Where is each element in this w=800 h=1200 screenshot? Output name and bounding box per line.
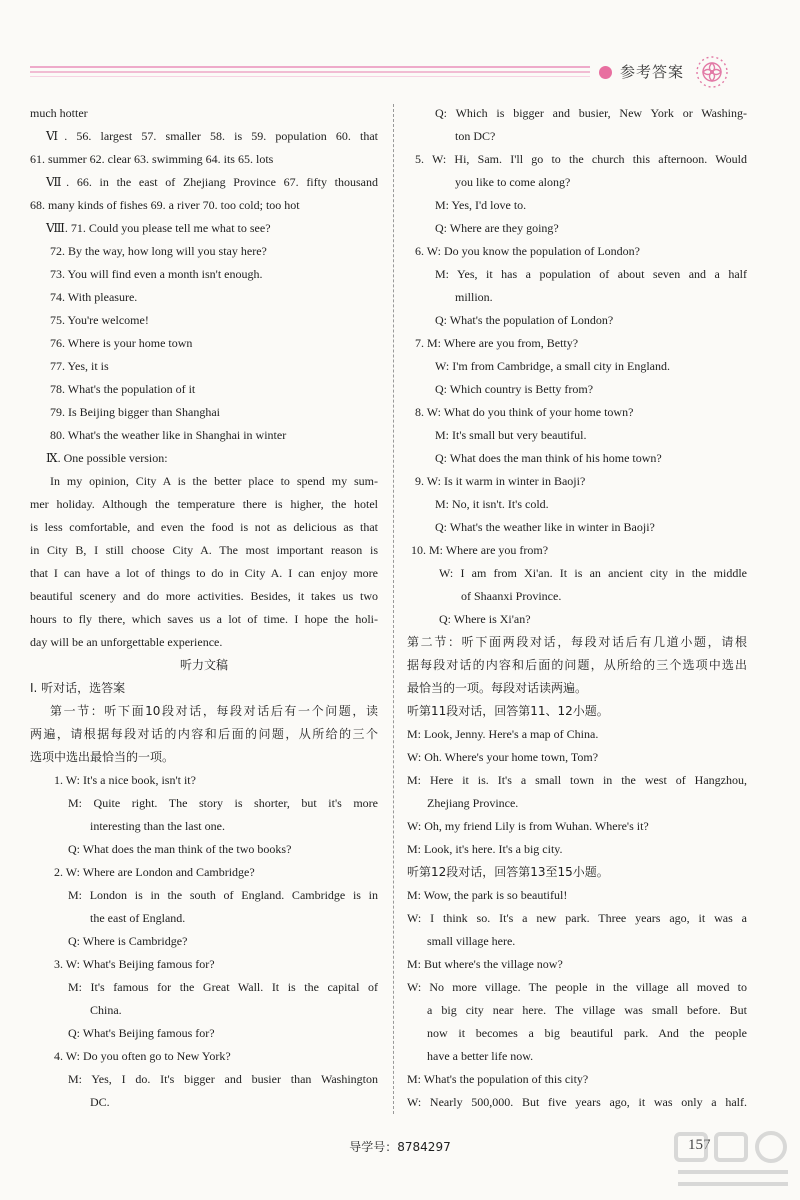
text-line: M: What's the population of this city? xyxy=(407,1072,589,1086)
text-line: Q: Which is bigger and busier, New York or Washing- xyxy=(435,106,747,120)
text-line: M: But where's the village now? xyxy=(407,957,563,971)
text-line: 最恰当的一项。每段对话读两遍。 xyxy=(407,681,588,695)
text-line: 7. M: Where are you from, Betty? xyxy=(415,336,579,350)
header-rule xyxy=(30,66,590,68)
text-line: Ⅶ. 66. in the east of Zhejiang Province 67. fifty thousand xyxy=(46,175,378,189)
text-line: 68. many kinds of fishes 69. a river 70. too cold; too hot xyxy=(30,198,300,212)
text-line: M: Yes, it has a population of about seven and a half xyxy=(435,267,747,281)
text-line: much hotter xyxy=(30,106,88,120)
text-line: 76. Where is your home town xyxy=(50,336,193,350)
text-line: M: Yes, I'd love to. xyxy=(435,198,527,212)
text-line: 78. What's the population of it xyxy=(50,382,196,396)
text-line: China. xyxy=(90,1003,122,1017)
text-line: M: No, it isn't. It's cold. xyxy=(435,497,549,511)
text-line: 61. summer 62. clear 63. swimming 64. its 65. lots xyxy=(30,152,274,166)
text-line: M: It's small but very beautiful. xyxy=(435,428,587,442)
text-line: Ⅰ. 听对话，选答案 xyxy=(30,681,126,695)
text-line: Q: What does the man think of his home town? xyxy=(435,451,662,465)
text-line: Q: What's Beijing famous for? xyxy=(68,1026,215,1040)
text-line: M: Yes, I do. It's bigger and busier than Washington xyxy=(68,1072,378,1086)
text-line: Q: Where is Cambridge? xyxy=(68,934,188,948)
text-line: 据每段对话的内容和后面的问题，从所给的三个选项中选出 xyxy=(407,658,747,672)
text-line: M: Look, Jenny. Here's a map of China. xyxy=(407,727,599,741)
left-column xyxy=(30,102,378,1114)
header-rule xyxy=(30,76,590,77)
text-line: 5. W: Hi, Sam. I'll go to the church this afternoon. Would xyxy=(415,152,747,166)
watermark-logo-icon xyxy=(670,1128,796,1194)
text-line: 3. W: What's Beijing famous for? xyxy=(54,957,215,971)
text-line: 75. You're welcome! xyxy=(50,313,149,327)
text-line: Q: Where is Xi'an? xyxy=(439,612,531,626)
text-line: Q: What does the man think of the two books? xyxy=(68,842,292,856)
text-line: 听第11段对话，回答第11、12小题。 xyxy=(407,704,609,718)
text-line: 79. Is Beijing bigger than Shanghai xyxy=(50,405,220,419)
text-line: is less comfortable, and even the food is not as delicious as that xyxy=(30,520,378,534)
text-line: hours to fly there, which saves us a lot of time. I hope the holi- xyxy=(30,612,378,626)
text-line: 1. W: It's a nice book, isn't it? xyxy=(54,773,196,787)
text-line: now it becomes a big beautiful park. And the people xyxy=(427,1026,747,1040)
text-line: Ⅵ. 56. largest 57. smaller 58. is 59. population 60. that xyxy=(46,129,378,143)
flower-ornament-icon xyxy=(690,50,734,94)
text-line: 74. With pleasure. xyxy=(50,290,138,304)
text-line: beautiful scenery and do more activities. Besides, it takes us two xyxy=(30,589,378,603)
text-line: 选项中选出最恰当的一项。 xyxy=(30,750,175,764)
text-line: W: I'm from Cambridge, a small city in England. xyxy=(435,359,670,373)
text-line: 10. M: Where are you from? xyxy=(411,543,549,557)
text-line: million. xyxy=(455,290,493,304)
text-line: 2. W: Where are London and Cambridge? xyxy=(54,865,255,879)
text-line: W: Nearly 500,000. But five years ago, it was only a half. xyxy=(407,1095,747,1109)
text-line: Q: Which country is Betty from? xyxy=(435,382,594,396)
text-line: 两遍，请根据每段对话的内容和后面的问题，从所给的三个 xyxy=(30,727,378,741)
header-dot-icon xyxy=(599,66,612,79)
text-line: W: I am from Xi'an. It is an ancient city in the middle xyxy=(439,566,747,580)
text-line: 73. You will find even a month isn't enough. xyxy=(50,267,263,281)
text-line: M: It's famous for the Great Wall. It is the capital of xyxy=(68,980,378,994)
text-line: ton DC? xyxy=(455,129,496,143)
section-title: 参考答案 xyxy=(620,63,685,81)
text-line: that I can have a lot of things to do in City A. I can enjoy more xyxy=(30,566,378,580)
text-line: Q: What's the weather like in winter in Baoji? xyxy=(435,520,655,534)
text-line: Zhejiang Province. xyxy=(427,796,519,810)
text-line: 80. What's the weather like in Shanghai in winter xyxy=(50,428,287,442)
text-line: 72. By the way, how long will you stay here? xyxy=(50,244,267,258)
text-line: Ⅸ. One possible version: xyxy=(46,451,168,465)
text-line: 8. W: What do you think of your home town? xyxy=(415,405,634,419)
text-line: M: Look, it's here. It's a big city. xyxy=(407,842,563,856)
text-line: a big city near here. The village was small before. But xyxy=(427,1003,747,1017)
column-divider xyxy=(393,104,394,1114)
text-line: M: Quite right. The story is shorter, but it's more xyxy=(68,796,378,810)
header-rule xyxy=(30,71,590,73)
guide-number: 导学号：8784297 xyxy=(349,1140,451,1154)
text-line: Q: What's the population of London? xyxy=(435,313,614,327)
text-line: the east of England. xyxy=(90,911,186,925)
text-line: 听第12段对话，回答第13至15小题。 xyxy=(407,865,609,879)
text-line: have a better life now. xyxy=(427,1049,534,1063)
text-line: 4. W: Do you often go to New York? xyxy=(54,1049,231,1063)
text-line: mer holiday. Although the temperature there is higher, the hotel xyxy=(30,497,378,511)
text-line: M: Here it is. It's a small town in the west of Hangzhou, xyxy=(407,773,747,787)
text-line: In my opinion, City A is the better place to spend my sum- xyxy=(50,474,378,488)
text-line: day will be an unforgettable experience. xyxy=(30,635,223,649)
text-line: 9. W: Is it warm in winter in Baoji? xyxy=(415,474,586,488)
text-line: M: Wow, the park is so beautiful! xyxy=(407,888,568,902)
text-line: W: Oh. Where's your home town, Tom? xyxy=(407,750,599,764)
right-column xyxy=(407,102,747,1114)
text-line: W: No more village. The people in the village all moved to xyxy=(407,980,747,994)
text-line: 第二节：听下面两段对话，每段对话后有几道小题，请根 xyxy=(407,635,747,649)
text-line: 第一节：听下面10段对话，每段对话后有一个问题，读 xyxy=(50,704,378,718)
text-line: 77. Yes, it is xyxy=(50,359,109,373)
text-line: in City B, I still choose City A. The most important reason is xyxy=(30,543,378,557)
text-line: Ⅷ. 71. Could you please tell me what to see? xyxy=(46,221,271,235)
text-line: you like to come along? xyxy=(455,175,571,189)
page-header xyxy=(0,0,800,100)
page-number: 157 xyxy=(688,1137,711,1153)
text-line: Q: Where are they going? xyxy=(435,221,559,235)
text-line: W: Oh, my friend Lily is from Wuhan. Where's it? xyxy=(407,819,649,833)
text-line: DC. xyxy=(90,1095,110,1109)
text-line: 听力文稿 xyxy=(179,658,228,672)
text-line: interesting than the last one. xyxy=(90,819,225,833)
text-line: 6. W: Do you know the population of London? xyxy=(415,244,640,258)
text-line: M: London is in the south of England. Cambridge is in xyxy=(68,888,378,902)
text-line: small village here. xyxy=(427,934,516,948)
text-line: W: I think so. It's a new park. Three years ago, it was a xyxy=(407,911,747,925)
text-line: of Shaanxi Province. xyxy=(461,589,562,603)
